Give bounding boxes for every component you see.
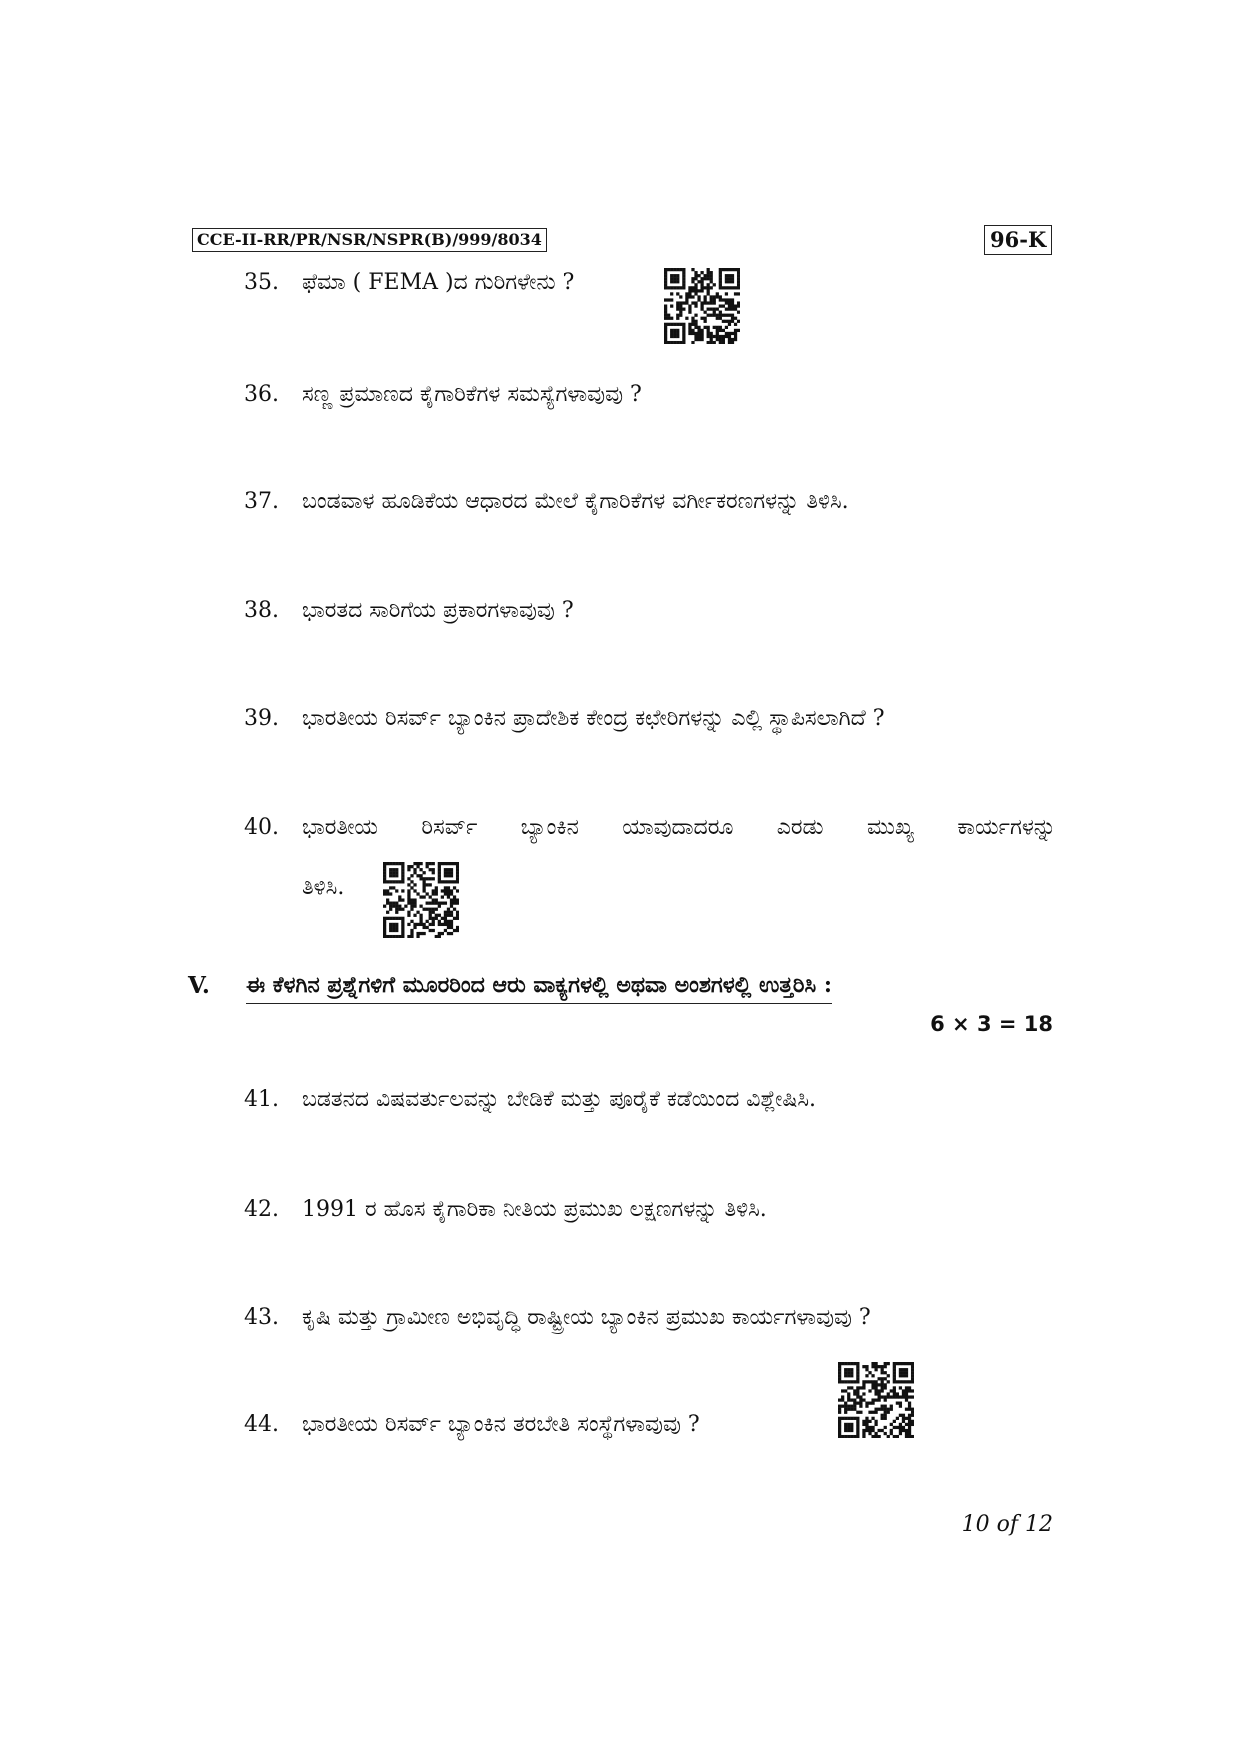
question-41: [244, 1085, 816, 1115]
question-44: [244, 1410, 700, 1440]
question-text: ಭಾರತದ ಸಾರಿಗೆಯ ಪ್ರಕಾರಗಳಾವುವು ?: [302, 598, 574, 623]
question-text: ಭಾರತೀಯ ರಿಸರ್ವ್ ಬ್ಯಾಂಕಿನ ಪ್ರಾದೇಶಿಕ ಕೇಂದ್ರ ಕಛೇರಿಗಳನ್ನು ಎಲ್ಲಿ ಸ್ಥಾಪಿಸಲಾಗಿದೆ ?: [302, 706, 885, 731]
question-text: ಭಾರತೀಯ ರಿಸರ್ವ್ ಬ್ಯಾಂಕಿನ ತರಬೇತಿ ಸಂಸ್ಥೆಗಳಾವುವು ?: [302, 1412, 700, 1437]
section-instruction: ಈ ಕೆಳಗಿನ ಪ್ರಶ್ನೆಗಳಿಗೆ ಮೂರರಿಂದ ಆರು ವಾಕ್ಯಗಳಲ್ಲಿ ಅಥವಾ ಅಂಶಗಳಲ್ಲಿ ಉತ್ತರಿಸಿ :: [246, 970, 832, 1004]
question-text: 1991 ರ ಹೊಸ ಕೈಗಾರಿಕಾ ನೀತಿಯ ಪ್ರಮುಖ ಲಕ್ಷಣಗಳನ್ನು ತಿಳಿಸಿ.: [302, 1197, 767, 1222]
question-text: ಬಂಡವಾಳ ಹೂಡಿಕೆಯ ಆಧಾರದ ಮೇಲೆ ಕೈಗಾರಿಕೆಗಳ ವರ್ಗೀಕರಣಗಳನ್ನು ತಿಳಿಸಿ.: [302, 489, 849, 514]
question-number: 42.: [244, 1197, 279, 1222]
qr-code-icon: [838, 1362, 914, 1438]
question-text: ಕೃಷಿ ಮತ್ತು ಗ್ರಾಮೀಣ ಅಭಿವೃದ್ಧಿ ರಾಷ್ಟ್ರೀಯ ಬ್ಯಾಂಕಿನ ಪ್ರಮುಖ ಕಾರ್ಯಗಳಾವುವು ?: [302, 1305, 871, 1330]
question-number: 37.: [244, 489, 279, 514]
question-text: ಭಾರತೀಯ ರಿಸರ್ವ್ ಬ್ಯಾಂಕಿನ ಯಾವುದಾದರೂ ಎರಡು ಮುಖ್ಯ ಕಾರ್ಯಗಳನ್ನು: [302, 815, 1056, 840]
question-paper-code: CCE-II-RR/PR/NSR/NSPR(B)/999/8034: [192, 228, 547, 252]
question-38: [244, 596, 574, 626]
question-number: 43.: [244, 1305, 279, 1330]
qr-code-icon: [383, 862, 459, 938]
section-number: V.: [188, 972, 210, 999]
question-number: 41.: [244, 1087, 279, 1112]
page-number: 10 of 12: [961, 1512, 1053, 1537]
question-number: 39.: [244, 706, 279, 731]
section-marks: 6 × 3 = 18: [930, 1012, 1053, 1036]
question-42: [244, 1195, 767, 1225]
paper-number: 96-K: [984, 225, 1052, 255]
question-number: 36.: [244, 382, 279, 407]
question-39: [244, 704, 885, 734]
question-35: [244, 268, 574, 298]
question-text: ಬಡತನದ ವಿಷವರ್ತುಲವನ್ನು ಬೇಡಿಕೆ ಮತ್ತು ಪೂರೈಕೆ ಕಡೆಯಿಂದ ವಿಶ್ಲೇಷಿಸಿ.: [302, 1087, 816, 1112]
question-number: 35.: [244, 270, 279, 295]
question-43: [244, 1303, 871, 1333]
question-40-continuation: ತಿಳಿಸಿ.: [302, 875, 345, 900]
question-number: 44.: [244, 1412, 279, 1437]
qr-code-icon: [664, 268, 740, 344]
question-number: 40.: [244, 815, 279, 840]
question-37: [244, 487, 849, 517]
question-text: ಫೆಮಾ ( FEMA )ದ ಗುರಿಗಳೇನು ?: [302, 270, 575, 295]
question-text: ಸಣ್ಣ ಪ್ರಮಾಣದ ಕೈಗಾರಿಕೆಗಳ ಸಮಸ್ಯೆಗಳಾವುವು ?: [302, 382, 642, 407]
question-36: [244, 380, 642, 410]
question-number: 38.: [244, 598, 279, 623]
